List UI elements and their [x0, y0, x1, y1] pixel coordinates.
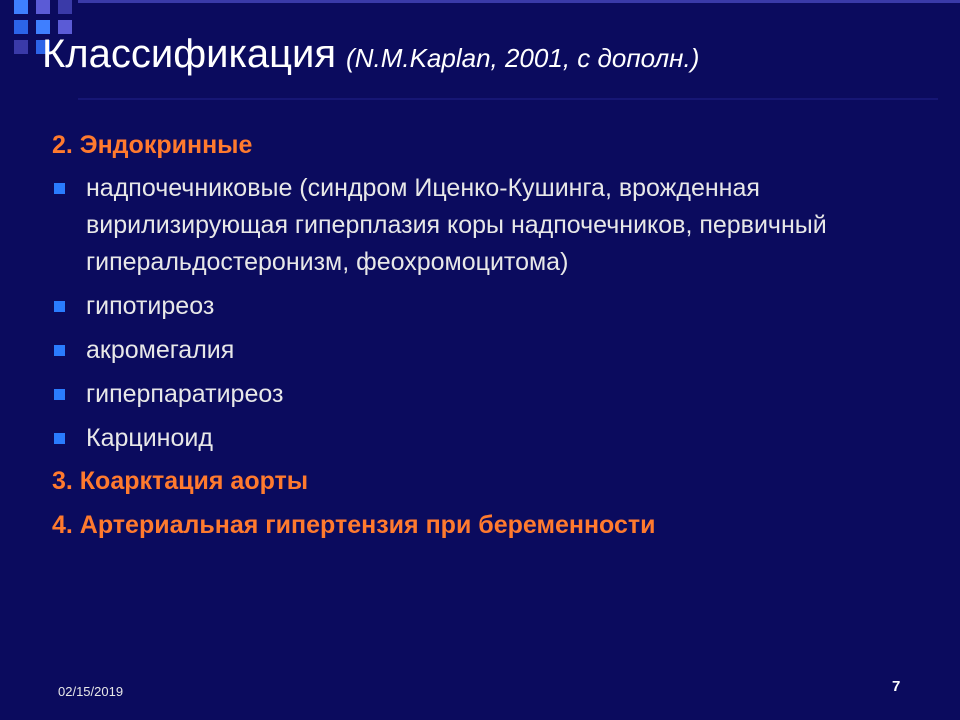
slide-content	[52, 128, 912, 550]
square-bullet-icon	[54, 183, 65, 194]
list-item-text: гипотиреоз	[86, 292, 215, 320]
top-divider	[78, 0, 960, 3]
list-item-text: гиперпаратиреоз	[86, 380, 284, 408]
list-item	[52, 170, 912, 281]
endocrine-list	[52, 170, 912, 457]
list-item-text: Карциноид	[86, 424, 213, 452]
square-icon	[14, 0, 28, 14]
square-icon	[14, 40, 28, 54]
section-heading-endocrine: 2. Эндокринные	[52, 131, 253, 159]
list-item	[52, 288, 912, 325]
page-title	[42, 32, 699, 77]
square-icon	[58, 0, 72, 14]
list-item-text: надпочечниковые (синдром Иценко-Кушинга, врожденная вирилизирующая гиперплазия коры надпочечников, первичный гиперальдостеронизм, феохромоцитома)	[86, 174, 827, 276]
square-icon	[36, 0, 50, 14]
section-heading-coarctation: 3. Коарктация аорты	[52, 467, 309, 495]
title-main: Классификация	[42, 32, 337, 76]
list-item	[52, 332, 912, 369]
square-bullet-icon	[54, 433, 65, 444]
title-divider	[78, 98, 938, 100]
footer-date: 02/15/2019	[58, 684, 124, 699]
square-bullet-icon	[54, 345, 65, 356]
section-heading-pregnancy: 4. Артериальная гипертензия при беременности	[52, 511, 656, 539]
list-item-text: акромегалия	[86, 336, 235, 364]
list-item	[52, 420, 912, 457]
square-bullet-icon	[54, 389, 65, 400]
list-item	[52, 376, 912, 413]
square-icon	[14, 20, 28, 34]
title-subtitle: (N.M.Kaplan, 2001, с дополн.)	[346, 43, 700, 73]
page-number: 7	[892, 678, 901, 695]
square-bullet-icon	[54, 301, 65, 312]
